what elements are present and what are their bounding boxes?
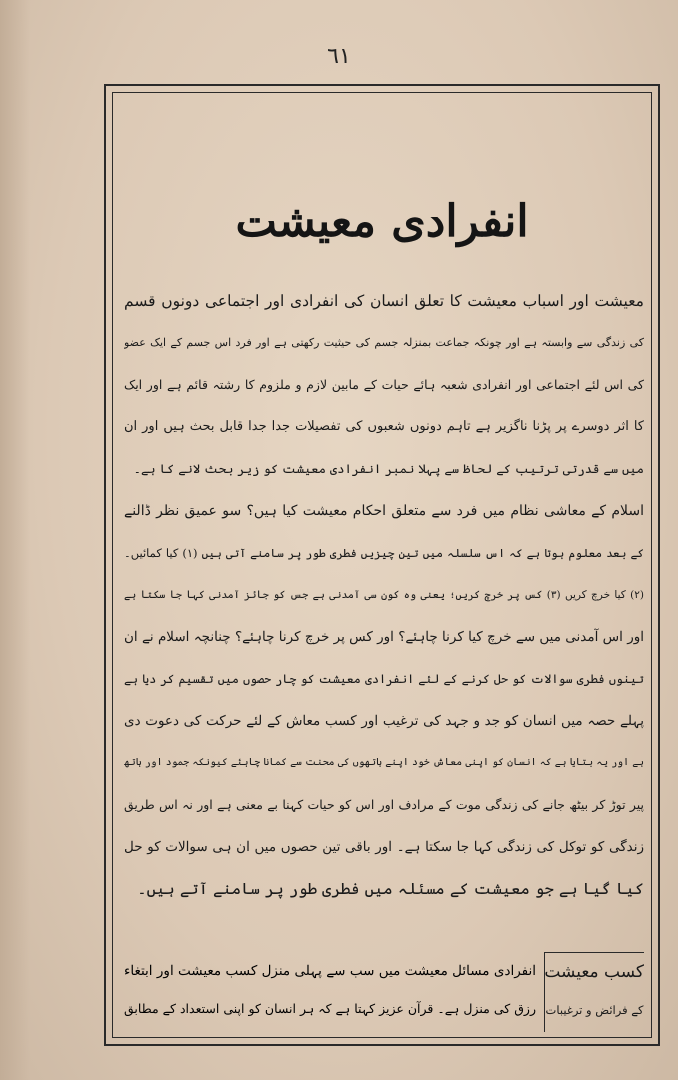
- chapter-title: انفرادی معیشت: [235, 196, 529, 247]
- text-line: رزق کی منزل ہے۔ قرآن عزیز کہتا ہے کہ ہر انسان کو اپنی استعداد کے مطابق: [124, 1001, 536, 1016]
- text-line: انفرادی مسائل معیشت میں سب سے پہلی منزل کسب معیشت اور ابتغاء: [124, 963, 536, 979]
- page-edge-shadow: [0, 0, 30, 1080]
- text-line: اسلام کے معاشی نظام میں فرد سے متعلق احکام معیشت کیا ہیں؟ سو عمیق نظر ڈالنے: [124, 503, 644, 519]
- text-line: کیا گیا ہے جو معیشت کے مسئلہ میں فطری طور پر سامنے آتے ہیں۔: [137, 879, 644, 898]
- body-text: [124, 280, 644, 910]
- text-line: اور اس آمدنی میں سے خرچ کیا کرنا چاہئے؟ اور کس پر خرچ کرنا چاہئے؟ چنانچہ اسلام نے ان: [124, 629, 644, 645]
- text-line: پیر توڑ کر بیٹھ جانے کی زندگی موت کے مرادف اور اس کو حیات کہنا بے معنی ہے اور نہ اس طریق: [124, 797, 644, 812]
- footer-text: [124, 952, 536, 1032]
- text-line: معیشت اور اسباب معیشت کا تعلق انسان کی انفرادی اور اجتماعی دونوں قسم: [124, 292, 644, 310]
- margin-heading-line: کسب معیشت: [544, 962, 644, 982]
- text-line: میں سے قدرتی ترتیب کے لحاظ سے پہلا نمبر انفرادی معیشت کو زیر بحث لانے کا ہے۔: [133, 461, 644, 476]
- section-footer: [124, 952, 644, 1032]
- margin-heading-line: کے فرائض و ترغیبات: [545, 1003, 644, 1017]
- text-line: کی اس لئے اجتماعی اور انفرادی شعبہ ہائے حیات کے مابین لازم و ملزوم کا رشتہ قائم ہے اور ایک: [124, 377, 644, 392]
- text-line: کی زندگی سے وابستہ ہے اور چونکہ جماعت بمنزلہ جسم کی حیثیت رکھتی ہے اور فرد اس جسم کے ایک عضو: [124, 336, 644, 349]
- text-line: کا اثر دوسرے پر پڑنا ناگزیر ہے تاہم دونوں شعبوں کی تفصیلات جدا جدا قابل بحث ہیں اور ان: [124, 419, 644, 434]
- margin-heading-box: [544, 952, 644, 1032]
- text-line: ہے اور یہ بتایا ہے کہ انسان کو اپنی معاش خود اپنے ہاتھوں کی محنت سے کمانا چاہئے کیونکہ جمود اور ہاتھ: [124, 757, 644, 768]
- text-line: زندگی کو توکل کی زندگی کہا جا سکتا ہے۔ اور باقی تین حصوں میں ان ہی سوالات کو حل: [124, 839, 644, 855]
- text-line: پہلے حصہ میں انسان کو جد و جہد کی ترغیب اور کسب معاش کے لئے حرکت کی دعوت دی: [124, 713, 644, 729]
- text-line: کے بعد معلوم ہوتا ہے کہ اس سلسلہ میں تین چیزیں فطری طور پر سامنے آتی ہیں (۱) کیا کمائیں۔: [124, 546, 644, 560]
- text-line: (۲) کیا خرچ کریں (۳) کس پر خرچ کریں؛ یعنی وہ کون سی آمدنی ہے جس کو جائز آمدنی کہا جا سکتا ہے: [124, 589, 644, 601]
- page-number: ٦١: [327, 44, 351, 69]
- text-line: تینوں فطری سوالات کو حل کرنے کے لئے انفرادی معیشت کو چار حصوں میں تقسیم کر دیا ہے: [124, 672, 644, 686]
